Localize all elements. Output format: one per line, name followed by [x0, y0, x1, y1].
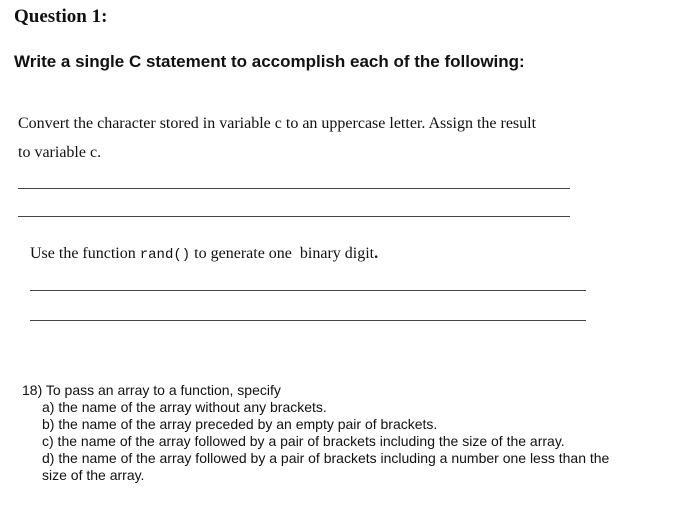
task2-answer-line-1: [30, 290, 586, 291]
task2-period: .: [374, 245, 379, 262]
mcq-option-c: c) the name of the array followed by a pair of brackets including the size of the array.: [42, 433, 565, 449]
mcq-option-a: a) the name of the array without any brackets.: [42, 399, 327, 415]
mcq-option-d: d) the name of the array followed by a pair of brackets including a number one less than the: [42, 450, 610, 466]
task2-code: rand(): [139, 247, 191, 263]
task1-answer-line-1: [18, 188, 570, 189]
task1-text-line-1: Convert the character stored in variable c to an uppercase letter. Assign the result: [18, 115, 537, 132]
task2-text-after: to generate one binary digit: [190, 245, 375, 262]
task1-answer-line-2: [18, 216, 570, 217]
question-title: Question 1:: [14, 6, 108, 27]
task2-text: [30, 245, 378, 263]
mcq-option-b: b) the name of the array preceded by an empty pair of brackets.: [42, 416, 438, 432]
mcq-option-d-continued: size of the array.: [42, 467, 145, 483]
mcq-stem: 18) To pass an array to a function, specify: [22, 382, 281, 398]
instruction-heading: Write a single C statement to accomplish each of the following:: [14, 52, 525, 71]
task2-text-before: Use the function: [30, 245, 140, 262]
task2-answer-line-2: [30, 320, 586, 321]
task1-text-line-2: to variable c.: [18, 144, 102, 161]
